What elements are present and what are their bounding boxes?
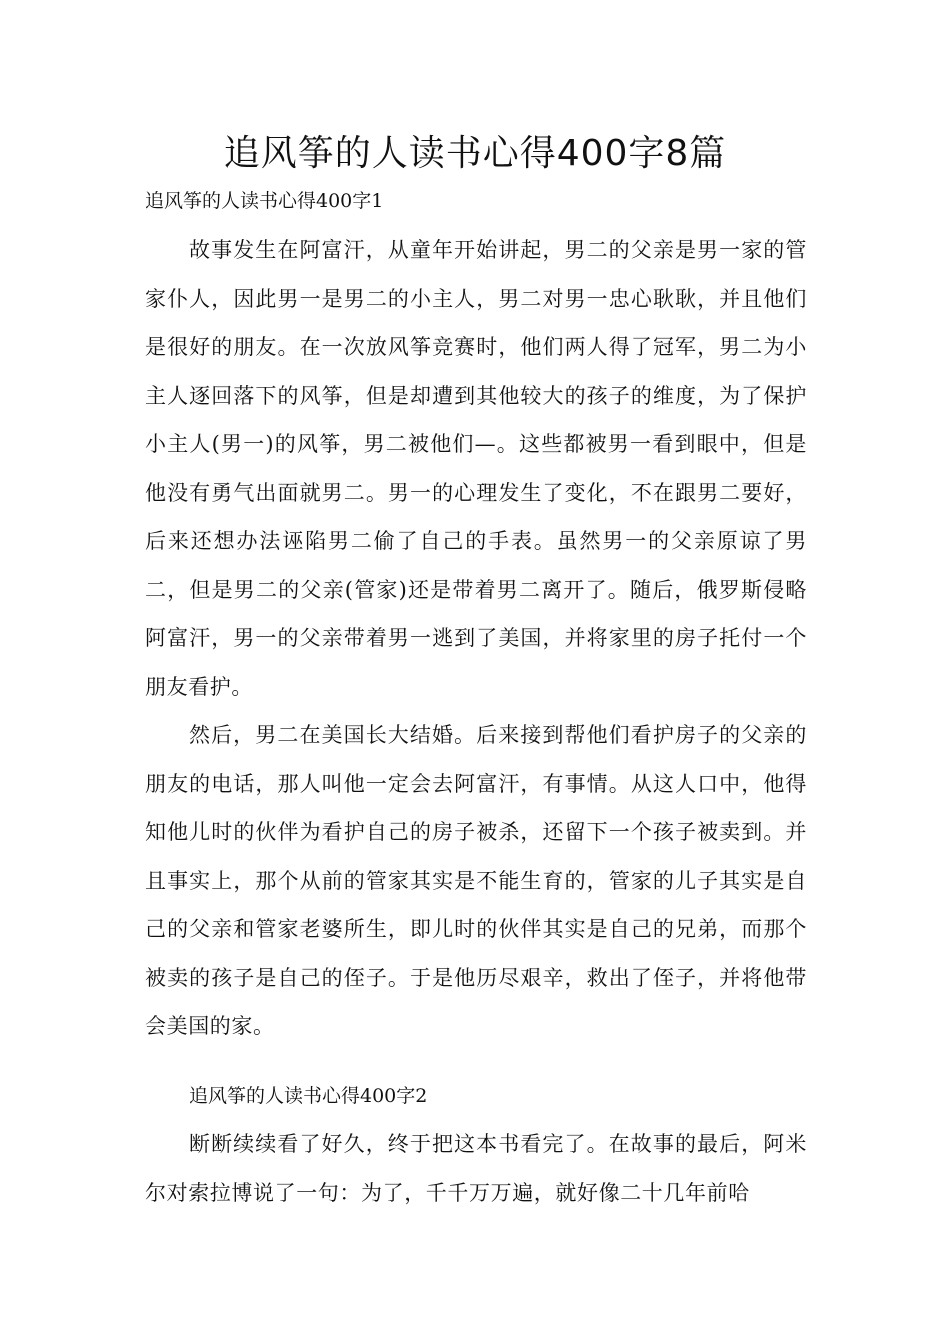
document-title: 追风筝的人读书心得400字8篇 bbox=[223, 133, 727, 174]
paragraph-2: 然后，男二在美国长大结婚。后来接到帮他们看护房子的父亲的朋友的电话，那人叫他一定会去阿富汗，有事情。从这人口中，他得知他儿时的伙伴为看护自己的房子被杀，还留下一个孩子被卖到。并且事实上，那个从前的管家其实是不能生育的，管家的儿子其实是自己的父亲和管家老婆所生，即儿时的伙伴其实是自己的兄弟，而那个被卖的孩子是自己的侄子。于是他历尽艰辛，救出了侄子，并将他带会美国的家。 bbox=[145, 723, 807, 1038]
section-heading-2: 追风筝的人读书心得400字2 bbox=[189, 1085, 428, 1107]
section-heading-1: 追风筝的人读书心得400字1 bbox=[145, 190, 384, 212]
paragraph-3: 断断续续看了好久，终于把这本书看完了。在故事的最后，阿米尔对索拉博说了一句：为了，千千万万遍，就好像二十几年前哈 bbox=[145, 1132, 807, 1205]
paragraph-1: 故事发生在阿富汗，从童年开始讲起，男二的父亲是男一家的管家仆人，因此男一是男二的小主人，男二对男一忠心耿耿，并且他们是很好的朋友。在一次放风筝竞赛时，他们两人得了冠军，男二为小主人逐回落下的风筝，但是却遭到其他较大的孩子的维度，为了保护小主人(男一)的风筝，男二被他们—。这些都被男一看到眼中，但是他没有勇气出面就男二。男一的心理发生了变化，不在跟男二要好，后来还想办法诬陷男二偷了自己的手表。虽然男一的父亲原谅了男二，但是男二的父亲(管家)还是带着男二离开了。随后，俄罗斯侵略阿富汗，男一的父亲带着男一逃到了美国，并将家里的房子托付一个朋友看护。 bbox=[145, 238, 807, 699]
